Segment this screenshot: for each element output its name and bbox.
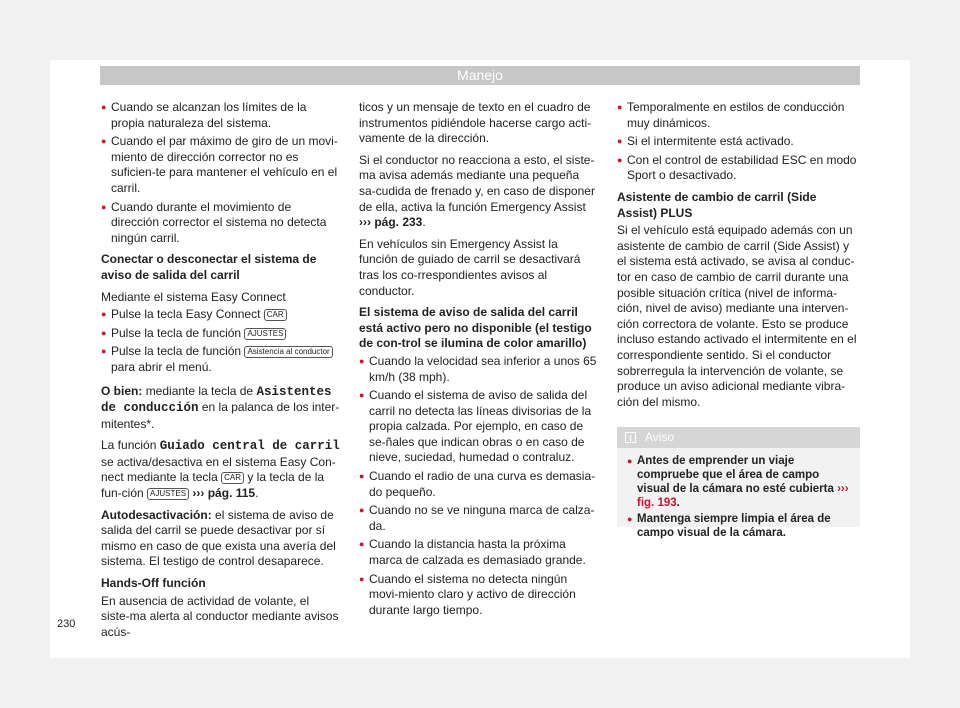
list-item: ● Cuando la velocidad sea inferior a unos 65 km/h (38 mph). [359,354,599,385]
ajustes-key-icon: AJUSTES [147,488,189,500]
step-item [101,307,341,323]
notice-title: Aviso [645,430,675,444]
paragraph: Si el conductor no reacciona a esto, el siste-ma avisa además mediante una pequeña sa-cudida de frenado y, en caso de disponer de ella, activa la función Emergency Assist ››› pág. 233. [359,152,595,230]
info-icon: i [625,432,636,443]
step-item [101,326,341,342]
step-text: Pulse la tecla de función [111,325,242,340]
text: el sistema de aviso de salida del carril se puede desactivar por sí mismo en caso de que exista una avería del sistema. El testigo de control desaparece. [101,507,336,569]
section-heading: Conectar o desconectar el sistema de aviso de salida del carril [101,252,317,282]
list-item: ● Cuando el par máximo de giro de un movi-miento de dirección corrector no es suficien-te para mantener el vehículo en el carril. [101,134,341,196]
column-3 [617,100,857,416]
text: y la tecla de la fun-ción [101,470,325,501]
section-heading: Asistente de cambio de carril (Side Assist) PLUS [617,189,817,220]
step-item [101,344,341,375]
notice-body [617,448,860,548]
label: Autodesactivación: [101,507,212,522]
text: mediante la tecla de [145,383,254,398]
text: se activa/desactiva en el sistema Easy Con-nect mediante la tecla [101,454,336,485]
column-1 [101,100,341,646]
notice-header [617,427,860,448]
label: O bien: [101,383,143,398]
notice-box [617,427,860,539]
list-item: ● Antes de emprender un viaje compruebe que el área de campo visual de la cámara no esté cubierta ››› fig. 193. [627,454,850,510]
paragraph: En vehículos sin Emergency Assist la función de guiado de carril se desactivará tras los co-rrespondientes avisos al conductor. [359,236,581,298]
page-header: Manejo [100,66,860,85]
text: La función [101,438,157,453]
list-item: ● Cuando el sistema de aviso de salida del carril no detecta las líneas divisorias de la propia calzada. Por ejemplo, en caso de se-ñales que indican obras o en caso de nieve, suciedad, humedad o contraluz. [359,388,599,466]
page-number: 230 [57,618,76,630]
list-item: ● Cuando se alcanzan los límites de la propia naturaleza del sistema. [101,100,341,131]
page-reference-link[interactable]: ››› pág. 115 [192,486,256,501]
list-item: ● Temporalmente en estilos de conducción muy dinámicos. [617,100,857,131]
text: Antes de emprender un viaje compruebe que el área de campo visual de la cámara no esté cubierta [637,455,834,495]
car-key-icon: CAR [221,472,244,484]
step-text: Pulse la tecla de función [111,344,242,359]
paragraph: Si el vehículo está equipado además con un asistente de cambio de carril (Side Assist) y el sistema está activado, se avisa al conduc-tor en caso de cambio de carril durante una posible situación crítica (nivel de informa-ción, nivel de aviso) mediante una interven-ción correctora de volante. Esto se produce incluso estando activado el intermitente en el correspondiente sentido. Si el conductor sobrerregula la intervención de volante, se produce un aviso adicional mediante vibra-ción del mismo. [617,223,857,409]
list-item: ● Cuando no se ve ninguna marca de calza-da. [359,503,599,534]
list-item: ● Cuando durante el movimiento de dirección corrector el sistema no detecta ningún carril. [101,200,341,247]
text: en la palanca de los inter-mitentes*. [101,400,340,431]
section-heading: Hands-Off función [101,576,206,591]
asistencia-key-icon: Asistencia al conductor [244,346,332,358]
paragraph: Mediante el sistema Easy Connect [101,289,286,304]
page-reference-link[interactable]: ››› pág. 233 [359,215,423,230]
step-text: para abrir el menú. [111,359,212,374]
function-name: Guiado central de carril [159,439,340,454]
column-2 [359,100,599,621]
paragraph: ticos y un mensaje de texto en el cuadro de instrumentos pidiéndole hacerse cargo acti-vamente de la dirección. [359,100,592,146]
list-item: ● Cuando el sistema no detecta ningún movi-miento claro y activo de dirección durante largo tiempo. [359,572,599,619]
step-text: Pulse la tecla Easy Connect [111,307,261,322]
paragraph: En ausencia de actividad de volante, el siste-ma alerta al conductor mediante avisos acús- [101,593,339,639]
list-item: ● Con el control de estabilidad ESC en modo Sport o desactivado. [617,153,857,184]
button-name: Asistentes de conducción [101,384,332,416]
figure-reference-link[interactable]: ››› fig. 193 [637,483,849,509]
ajustes-key-icon: AJUSTES [244,328,286,340]
list-item: ● Si el intermitente está activado. [617,134,857,150]
car-key-icon: CAR [264,309,287,321]
list-item: ● Mantenga siempre limpia el área de campo visual de la cámara. [627,512,850,540]
section-heading: El sistema de aviso de salida del carril está activo pero no disponible (el testigo de con-trol se ilumina de color amarillo) [359,305,592,351]
list-item: ● Cuando el radio de una curva es demasia-do pequeño. [359,469,599,500]
list-item: ● Cuando la distancia hasta la próxima marca de calzada es demasiado grande. [359,537,599,568]
paragraph [101,508,341,570]
text: Si el conductor no reacciona a esto, el siste-ma avisa además mediante una pequeña sa-cudida de frenado y, en caso de disponer de ella, activa la función Emergency Assist [359,152,595,214]
paragraph: La función Guiado central de carril se activa/desactiva en el sistema Easy Con-nect mediante la tecla CAR y la tecla de la fun-ción AJUSTES ››› pág. 115. [101,438,340,501]
paragraph [101,384,341,433]
